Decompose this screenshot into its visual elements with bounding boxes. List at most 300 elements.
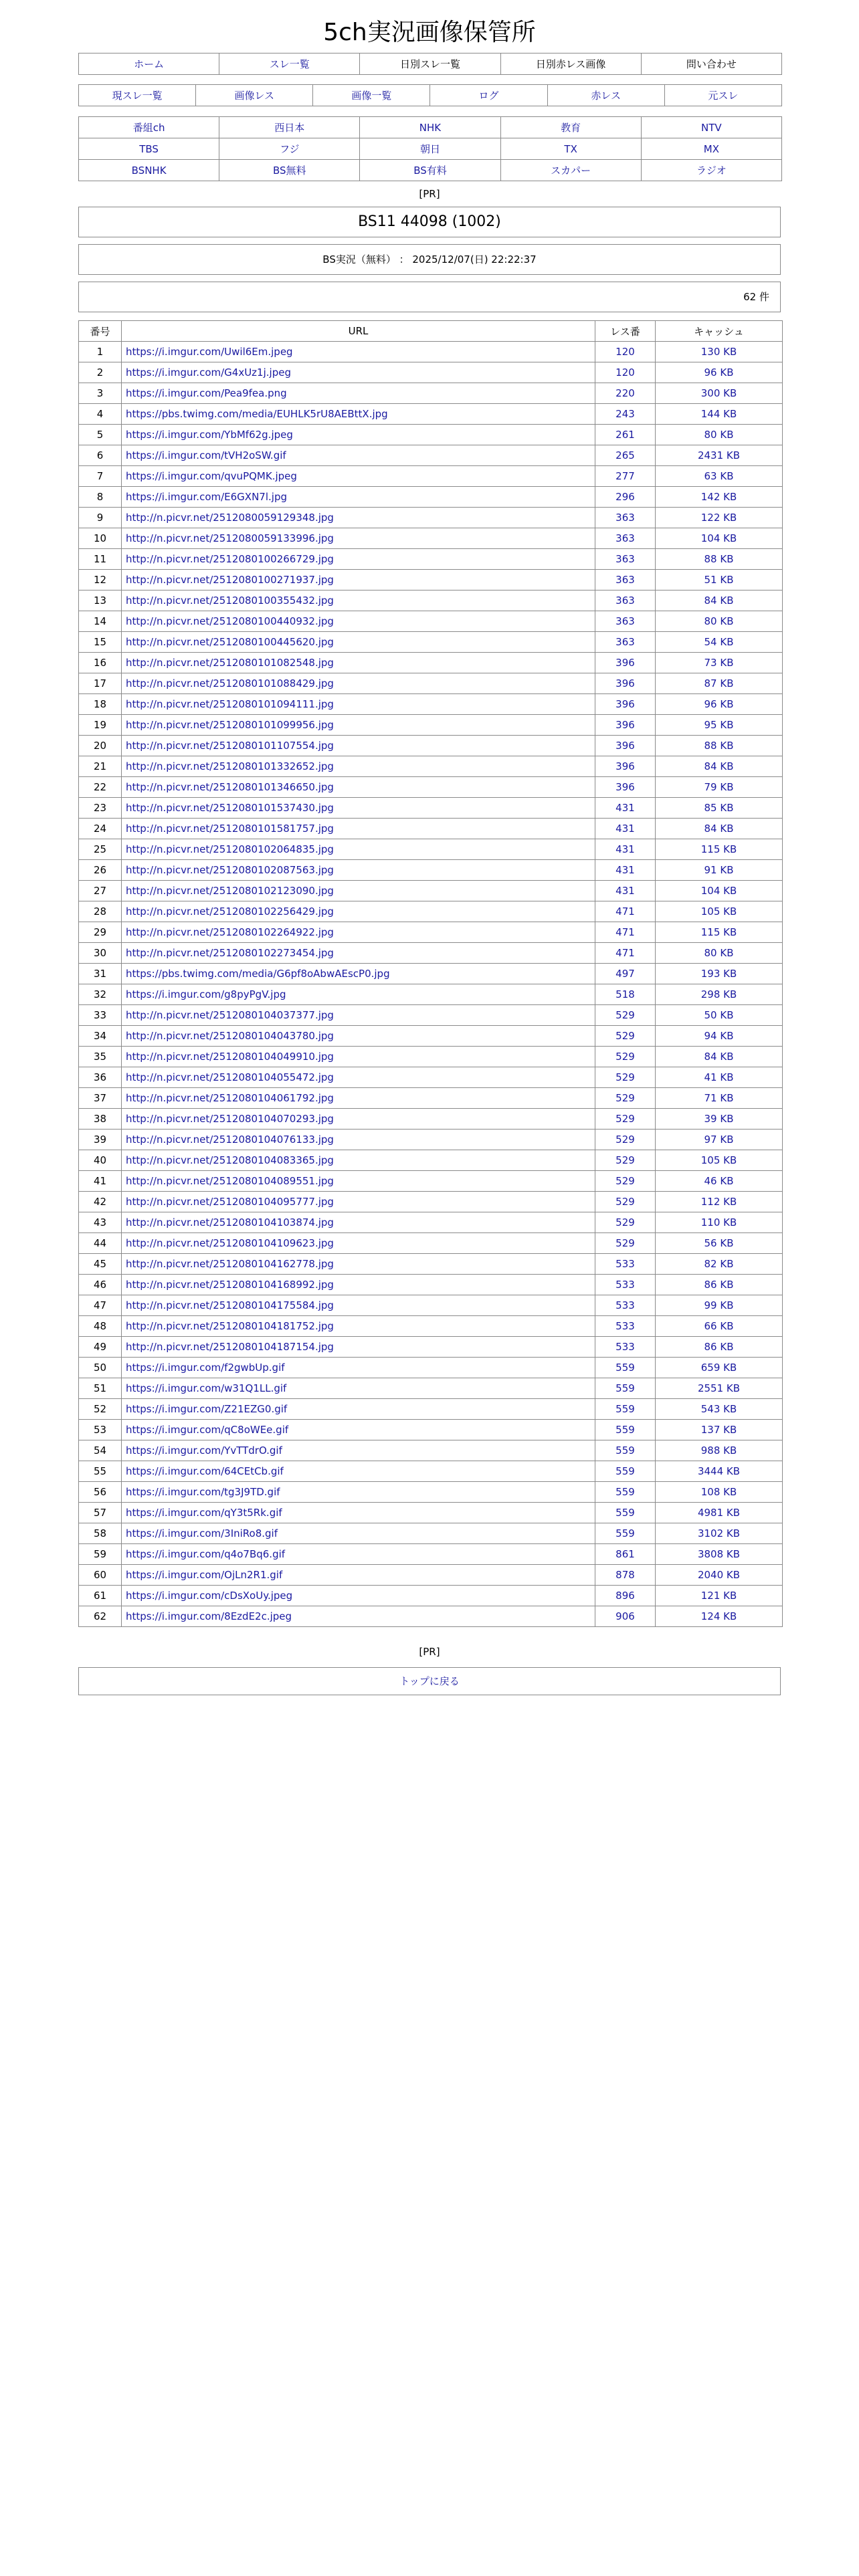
row-number: 1: [79, 342, 122, 362]
res-number-link[interactable]: 277: [615, 470, 635, 482]
res-number-link[interactable]: 431: [615, 843, 635, 855]
image-url-link[interactable]: https://i.imgur.com/qY3t5Rk.gif: [126, 1507, 282, 1519]
cache-link[interactable]: 85 KB: [704, 802, 734, 814]
cache-link[interactable]: 112 KB: [700, 1196, 737, 1208]
cache-link[interactable]: 54 KB: [704, 636, 734, 648]
cache-link[interactable]: 659 KB: [700, 1362, 737, 1374]
row-cache-cell: [656, 984, 783, 1005]
cache-link[interactable]: 121 KB: [700, 1590, 737, 1602]
row-res-cell: [595, 1150, 656, 1171]
image-url-link[interactable]: https://i.imgur.com/Pea9fea.png: [126, 387, 287, 399]
cache-link[interactable]: 80 KB: [704, 615, 734, 627]
channel-link[interactable]: BSNHK: [131, 164, 167, 177]
image-url-link[interactable]: https://pbs.twimg.com/media/G6pf8oAbwAEscP0.jpg: [126, 968, 390, 980]
image-url-link[interactable]: http://n.picvr.net/2512080104089551.jpg: [126, 1175, 334, 1187]
cache-link[interactable]: 80 KB: [704, 429, 734, 441]
image-url-link[interactable]: https://i.imgur.com/8EzdE2c.jpeg: [126, 1610, 292, 1622]
row-url-cell: [122, 1586, 595, 1606]
cache-link[interactable]: 108 KB: [700, 1486, 737, 1498]
row-cache-cell: [656, 1565, 783, 1586]
cache-link[interactable]: 3102 KB: [697, 1527, 741, 1539]
channel-link[interactable]: ラジオ: [696, 165, 727, 177]
cache-link[interactable]: 988 KB: [700, 1444, 737, 1457]
res-number-link[interactable]: 120: [615, 346, 635, 358]
row-cache-cell: [656, 881, 783, 901]
thread-nav-link[interactable]: 赤レス: [591, 90, 621, 102]
table-row: [79, 1523, 783, 1544]
res-number-link[interactable]: 529: [615, 1051, 635, 1063]
cache-link[interactable]: 46 KB: [704, 1175, 734, 1187]
thread-nav-link[interactable]: 元スレ: [708, 90, 739, 102]
cache-link[interactable]: 137 KB: [700, 1424, 737, 1436]
row-res-cell: [595, 1192, 656, 1212]
image-url-link[interactable]: http://n.picvr.net/2512080104181752.jpg: [126, 1320, 334, 1332]
row-cache-cell: [656, 445, 783, 466]
res-number-link[interactable]: 396: [615, 740, 635, 752]
thread-nav-cell: [547, 85, 664, 106]
cache-link[interactable]: 91 KB: [704, 864, 734, 876]
image-url-link[interactable]: http://n.picvr.net/2512080100355432.jpg: [126, 595, 334, 607]
image-url-link[interactable]: https://i.imgur.com/qC8oWEe.gif: [126, 1424, 289, 1436]
row-number: 41: [79, 1171, 122, 1192]
table-row: [79, 1233, 783, 1254]
image-url-link[interactable]: http://n.picvr.net/2512080102273454.jpg: [126, 947, 334, 959]
res-number-link[interactable]: 533: [615, 1341, 635, 1353]
row-url-cell: [122, 1130, 595, 1150]
cache-link[interactable]: 300 KB: [700, 387, 737, 399]
cache-link[interactable]: 144 KB: [700, 408, 737, 420]
image-url-link[interactable]: http://n.picvr.net/2512080059129348.jpg: [126, 512, 334, 524]
cache-link[interactable]: 99 KB: [704, 1299, 734, 1311]
table-row: [79, 342, 783, 362]
res-number-link[interactable]: 120: [615, 366, 635, 379]
row-res-cell: [595, 1544, 656, 1565]
image-url-link[interactable]: https://i.imgur.com/64CEtCb.gif: [126, 1465, 284, 1477]
image-url-link[interactable]: http://n.picvr.net/2512080104076133.jpg: [126, 1134, 334, 1146]
image-url-link[interactable]: https://i.imgur.com/Z21EZG0.gif: [126, 1403, 288, 1415]
row-res-cell: [595, 1088, 656, 1109]
res-number-link[interactable]: 529: [615, 1154, 635, 1166]
image-url-link[interactable]: http://n.picvr.net/2512080102123090.jpg: [126, 885, 334, 897]
main-nav-item[interactable]: 問い合わせ: [686, 58, 737, 70]
image-url-link[interactable]: http://n.picvr.net/2512080102064835.jpg: [126, 843, 334, 855]
res-number-link[interactable]: 396: [615, 698, 635, 710]
cache-link[interactable]: 115 KB: [700, 843, 737, 855]
row-res-cell: [595, 570, 656, 591]
cache-link[interactable]: 3444 KB: [697, 1465, 741, 1477]
row-number: 45: [79, 1254, 122, 1275]
cache-link[interactable]: 298 KB: [700, 988, 737, 1000]
row-number: 4: [79, 404, 122, 425]
cache-link[interactable]: 104 KB: [700, 532, 737, 544]
image-url-link[interactable]: http://n.picvr.net/2512080101107554.jpg: [126, 740, 334, 752]
row-number: 18: [79, 694, 122, 715]
row-number: 33: [79, 1005, 122, 1026]
res-number-link[interactable]: 243: [615, 408, 635, 420]
image-url-link[interactable]: https://i.imgur.com/YbMf62g.jpeg: [126, 429, 293, 441]
row-number: 54: [79, 1440, 122, 1461]
cache-link[interactable]: 79 KB: [704, 781, 734, 793]
table-row: [79, 508, 783, 528]
row-res-cell: [595, 860, 656, 881]
channel-link[interactable]: BS有料: [413, 165, 447, 177]
row-res-cell: [595, 1503, 656, 1523]
res-number-link[interactable]: 896: [615, 1590, 635, 1602]
image-url-link[interactable]: http://n.picvr.net/2512080104109623.jpg: [126, 1237, 334, 1249]
main-nav-cell: [500, 53, 641, 75]
cache-link[interactable]: 41 KB: [704, 1071, 734, 1083]
image-url-link[interactable]: http://n.picvr.net/2512080101332652.jpg: [126, 760, 334, 772]
cache-link[interactable]: 130 KB: [700, 346, 737, 358]
image-url-link[interactable]: http://n.picvr.net/2512080104162778.jpg: [126, 1258, 334, 1270]
row-url-cell: [122, 777, 595, 798]
cache-link[interactable]: 2040 KB: [697, 1569, 741, 1581]
cache-link[interactable]: 142 KB: [700, 491, 737, 503]
cache-link[interactable]: 50 KB: [704, 1009, 734, 1021]
cache-link[interactable]: 94 KB: [704, 1030, 734, 1042]
channel-link[interactable]: BS無料: [273, 165, 306, 177]
image-url-link[interactable]: https://i.imgur.com/w31Q1LL.gif: [126, 1382, 287, 1394]
cache-link[interactable]: 97 KB: [704, 1134, 734, 1146]
res-number-link[interactable]: 533: [615, 1320, 635, 1332]
row-res-cell: [595, 756, 656, 777]
res-number-link[interactable]: 396: [615, 760, 635, 772]
image-url-link[interactable]: https://i.imgur.com/tVH2oSW.gif: [126, 449, 286, 461]
image-url-link[interactable]: http://n.picvr.net/2512080104061792.jpg: [126, 1092, 334, 1104]
main-nav: [78, 53, 782, 75]
res-number-link[interactable]: 529: [615, 1009, 635, 1021]
row-cache-cell: [656, 736, 783, 756]
cache-link[interactable]: 71 KB: [704, 1092, 734, 1104]
image-url-link[interactable]: http://n.picvr.net/2512080102264922.jpg: [126, 926, 334, 938]
table-header-row: [79, 321, 783, 342]
res-number-link[interactable]: 559: [615, 1403, 635, 1415]
row-number: 8: [79, 487, 122, 508]
res-number-link[interactable]: 559: [615, 1424, 635, 1436]
main-nav-cell: [641, 53, 781, 75]
res-number-link[interactable]: 471: [615, 905, 635, 918]
cache-link[interactable]: 82 KB: [704, 1258, 734, 1270]
row-url-cell: [122, 881, 595, 901]
res-number-link[interactable]: 559: [615, 1527, 635, 1539]
image-url-link[interactable]: http://n.picvr.net/2512080101346650.jpg: [126, 781, 334, 793]
res-number-link[interactable]: 431: [615, 864, 635, 876]
cache-link[interactable]: 80 KB: [704, 947, 734, 959]
row-cache-cell: [656, 528, 783, 549]
cache-link[interactable]: 105 KB: [700, 1154, 737, 1166]
cache-link[interactable]: 84 KB: [704, 823, 734, 835]
res-number-link[interactable]: 396: [615, 657, 635, 669]
res-number-link[interactable]: 363: [615, 532, 635, 544]
main-nav-link[interactable]: スレ一覧: [269, 58, 310, 70]
cache-link[interactable]: 104 KB: [700, 885, 737, 897]
res-number-link[interactable]: 431: [615, 802, 635, 814]
thread-nav-link[interactable]: 画像レス: [234, 90, 275, 102]
cache-link[interactable]: 124 KB: [700, 1610, 737, 1622]
row-url-cell: [122, 860, 595, 881]
res-number-link[interactable]: 559: [615, 1444, 635, 1457]
row-res-cell: [595, 1378, 656, 1399]
res-number-link[interactable]: 396: [615, 719, 635, 731]
res-number-link[interactable]: 861: [615, 1548, 635, 1560]
row-res-cell: [595, 1130, 656, 1150]
cache-link[interactable]: 73 KB: [704, 657, 734, 669]
row-cache-cell: [656, 549, 783, 570]
row-url-cell: [122, 383, 595, 404]
table-row: [79, 632, 783, 653]
row-number: 13: [79, 591, 122, 611]
res-number-link[interactable]: 906: [615, 1610, 635, 1622]
res-number-link[interactable]: 529: [615, 1216, 635, 1228]
cache-link[interactable]: 84 KB: [704, 1051, 734, 1063]
res-number-link[interactable]: 559: [615, 1486, 635, 1498]
row-res-cell: [595, 1420, 656, 1440]
res-number-link[interactable]: 363: [615, 574, 635, 586]
row-url-cell: [122, 570, 595, 591]
cache-link[interactable]: 56 KB: [704, 1237, 734, 1249]
channel-link[interactable]: NHK: [419, 121, 442, 134]
cache-link[interactable]: 63 KB: [704, 470, 734, 482]
row-cache-cell: [656, 1482, 783, 1503]
cache-link[interactable]: 122 KB: [700, 512, 737, 524]
res-number-link[interactable]: 529: [615, 1134, 635, 1146]
cache-link[interactable]: 2431 KB: [697, 449, 741, 461]
image-url-link[interactable]: http://n.picvr.net/2512080100271937.jpg: [126, 574, 334, 586]
cache-link[interactable]: 84 KB: [704, 595, 734, 607]
image-url-link[interactable]: http://n.picvr.net/2512080101537430.jpg: [126, 802, 334, 814]
row-url-cell: [122, 1275, 595, 1295]
res-number-link[interactable]: 529: [615, 1030, 635, 1042]
thread-nav: [78, 84, 782, 106]
image-url-link[interactable]: http://n.picvr.net/2512080104187154.jpg: [126, 1341, 334, 1353]
channel-link[interactable]: NTV: [701, 121, 722, 134]
row-res-cell: [595, 819, 656, 839]
res-number-link[interactable]: 261: [615, 429, 635, 441]
row-cache-cell: [656, 1192, 783, 1212]
image-url-link[interactable]: http://n.picvr.net/2512080101094111.jpg: [126, 698, 334, 710]
table-row: [79, 798, 783, 819]
cache-link[interactable]: 66 KB: [704, 1320, 734, 1332]
row-cache-cell: [656, 694, 783, 715]
image-url-link[interactable]: http://n.picvr.net/2512080101099956.jpg: [126, 719, 334, 731]
row-number: 61: [79, 1586, 122, 1606]
channel-cell: [219, 138, 360, 160]
image-url-link[interactable]: https://i.imgur.com/cDsXoUy.jpeg: [126, 1590, 293, 1602]
res-number-link[interactable]: 533: [615, 1258, 635, 1270]
thread-nav-link[interactable]: 画像一覧: [351, 90, 392, 102]
res-number-link[interactable]: 363: [615, 615, 635, 627]
row-number: 42: [79, 1192, 122, 1212]
image-url-link[interactable]: http://n.picvr.net/2512080104083365.jpg: [126, 1154, 334, 1166]
image-url-link[interactable]: http://n.picvr.net/2512080104043780.jpg: [126, 1030, 334, 1042]
cache-link[interactable]: 543 KB: [700, 1403, 737, 1415]
row-url-cell: [122, 1503, 595, 1523]
res-number-link[interactable]: 529: [615, 1175, 635, 1187]
image-url-link[interactable]: http://n.picvr.net/2512080104095777.jpg: [126, 1196, 334, 1208]
cache-link[interactable]: 39 KB: [704, 1113, 734, 1125]
table-row: [79, 1316, 783, 1337]
res-number-link[interactable]: 529: [615, 1113, 635, 1125]
image-url-link[interactable]: https://i.imgur.com/3IniRo8.gif: [126, 1527, 278, 1539]
cache-link[interactable]: 86 KB: [704, 1279, 734, 1291]
cache-link[interactable]: 115 KB: [700, 926, 737, 938]
image-url-link[interactable]: http://n.picvr.net/2512080104103874.jpg: [126, 1216, 334, 1228]
row-cache-cell: [656, 901, 783, 922]
main-nav-item[interactable]: 日別スレ一覧: [399, 58, 460, 70]
res-number-link[interactable]: 296: [615, 491, 635, 503]
channel-link[interactable]: 朝日: [419, 143, 440, 155]
main-nav-link[interactable]: ホーム: [134, 58, 165, 70]
image-url-link[interactable]: http://n.picvr.net/2512080104070293.jpg: [126, 1113, 334, 1125]
res-number-link[interactable]: 529: [615, 1092, 635, 1104]
channel-link[interactable]: 西日本: [274, 122, 305, 134]
row-url-cell: [122, 591, 595, 611]
thread-info: BS実況（無料） ： 2025/12/07(日) 22:22:37: [78, 244, 781, 275]
res-number-link[interactable]: 363: [615, 636, 635, 648]
res-number-link[interactable]: 396: [615, 781, 635, 793]
row-number: 40: [79, 1150, 122, 1171]
image-url-link[interactable]: https://i.imgur.com/q4o7Bq6.gif: [126, 1548, 286, 1560]
image-url-link[interactable]: http://n.picvr.net/2512080102256429.jpg: [126, 905, 334, 918]
thread-nav-link[interactable]: ログ: [478, 90, 499, 102]
row-url-cell: [122, 715, 595, 736]
res-number-link[interactable]: 363: [615, 512, 635, 524]
cache-link[interactable]: 193 KB: [700, 968, 737, 980]
cache-link[interactable]: 86 KB: [704, 1341, 734, 1353]
cache-link[interactable]: 96 KB: [704, 698, 734, 710]
res-number-link[interactable]: 497: [615, 968, 635, 980]
image-url-link[interactable]: http://n.picvr.net/2512080059133996.jpg: [126, 532, 334, 544]
res-number-link[interactable]: 363: [615, 553, 635, 565]
image-url-link[interactable]: https://i.imgur.com/qvuPQMK.jpeg: [126, 470, 297, 482]
row-cache-cell: [656, 1358, 783, 1378]
image-url-link[interactable]: https://i.imgur.com/g8pyPgV.jpg: [126, 988, 286, 1000]
res-number-link[interactable]: 533: [615, 1279, 635, 1291]
res-number-link[interactable]: 529: [615, 1196, 635, 1208]
image-url-link[interactable]: http://n.picvr.net/2512080100440932.jpg: [126, 615, 334, 627]
image-url-link[interactable]: http://n.picvr.net/2512080104049910.jpg: [126, 1051, 334, 1063]
res-number-link[interactable]: 363: [615, 595, 635, 607]
res-number-link[interactable]: 518: [615, 988, 635, 1000]
res-number-link[interactable]: 471: [615, 947, 635, 959]
row-number: 55: [79, 1461, 122, 1482]
table-row: [79, 881, 783, 901]
cache-link[interactable]: 88 KB: [704, 553, 734, 565]
cache-link[interactable]: 3808 KB: [697, 1548, 741, 1560]
cache-link[interactable]: 2551 KB: [697, 1382, 741, 1394]
channel-link[interactable]: TBS: [139, 142, 159, 155]
cache-link[interactable]: 84 KB: [704, 760, 734, 772]
image-url-link[interactable]: https://i.imgur.com/f2gwbUp.gif: [126, 1362, 285, 1374]
res-number-link[interactable]: 559: [615, 1465, 635, 1477]
res-number-link[interactable]: 431: [615, 823, 635, 835]
row-url-cell: [122, 342, 595, 362]
image-url-link[interactable]: http://n.picvr.net/2512080102087563.jpg: [126, 864, 334, 876]
thread-nav-cell: [313, 85, 430, 106]
res-number-link[interactable]: 559: [615, 1507, 635, 1519]
main-nav-item[interactable]: 日別赤レス画像: [535, 58, 606, 70]
row-url-cell: [122, 1544, 595, 1565]
cache-link[interactable]: 87 KB: [704, 677, 734, 689]
image-url-link[interactable]: http://n.picvr.net/2512080104037377.jpg: [126, 1009, 334, 1021]
image-url-link[interactable]: http://n.picvr.net/2512080101082548.jpg: [126, 657, 334, 669]
row-number: 29: [79, 922, 122, 943]
image-url-link[interactable]: http://n.picvr.net/2512080101581757.jpg: [126, 823, 334, 835]
thread-nav-link[interactable]: 現スレ一覧: [112, 90, 163, 102]
channel-link[interactable]: フジ: [280, 143, 300, 155]
channel-link[interactable]: MX: [703, 142, 719, 155]
res-number-link[interactable]: 220: [615, 387, 635, 399]
channel-link[interactable]: TX: [564, 142, 577, 155]
image-url-link[interactable]: http://n.picvr.net/2512080104055472.jpg: [126, 1071, 334, 1083]
image-url-link[interactable]: http://n.picvr.net/2512080101088429.jpg: [126, 677, 334, 689]
back-to-top-link[interactable]: トップに戻る: [399, 1675, 460, 1687]
cache-link[interactable]: 51 KB: [704, 574, 734, 586]
image-url-link[interactable]: https://i.imgur.com/G4xUz1j.jpeg: [126, 366, 291, 379]
res-number-link[interactable]: 431: [615, 885, 635, 897]
row-url-cell: [122, 839, 595, 860]
res-number-link[interactable]: 559: [615, 1382, 635, 1394]
channel-nav: [78, 116, 782, 181]
channel-link[interactable]: 教育: [561, 122, 581, 134]
table-row: [79, 1503, 783, 1523]
channel-link[interactable]: スカパー: [551, 165, 591, 177]
row-cache-cell: [656, 653, 783, 673]
header-url: URL: [122, 321, 595, 342]
image-url-link[interactable]: https://i.imgur.com/YvTTdrO.gif: [126, 1444, 282, 1457]
cache-link[interactable]: 95 KB: [704, 719, 734, 731]
image-url-link[interactable]: https://pbs.twimg.com/media/EUHLK5rU8AEBttX.jpg: [126, 408, 388, 420]
cache-link[interactable]: 105 KB: [700, 905, 737, 918]
table-row: [79, 1461, 783, 1482]
image-url-link[interactable]: http://n.picvr.net/2512080100445620.jpg: [126, 636, 334, 648]
row-cache-cell: [656, 362, 783, 383]
channel-link[interactable]: 番組ch: [132, 122, 165, 134]
cache-link[interactable]: 88 KB: [704, 740, 734, 752]
row-url-cell: [122, 466, 595, 487]
res-number-link[interactable]: 471: [615, 926, 635, 938]
row-res-cell: [595, 1254, 656, 1275]
res-number-link[interactable]: 878: [615, 1569, 635, 1581]
image-url-link[interactable]: http://n.picvr.net/2512080104175584.jpg: [126, 1299, 334, 1311]
res-number-link[interactable]: 529: [615, 1237, 635, 1249]
cache-link[interactable]: 110 KB: [700, 1216, 737, 1228]
res-number-link[interactable]: 529: [615, 1071, 635, 1083]
res-number-link[interactable]: 265: [615, 449, 635, 461]
image-url-link[interactable]: https://i.imgur.com/E6GXN7l.jpg: [126, 491, 287, 503]
row-url-cell: [122, 1254, 595, 1275]
res-number-link[interactable]: 533: [615, 1299, 635, 1311]
row-res-cell: [595, 1440, 656, 1461]
image-url-link[interactable]: http://n.picvr.net/2512080100266729.jpg: [126, 553, 334, 565]
row-res-cell: [595, 1026, 656, 1047]
image-url-link[interactable]: https://i.imgur.com/OjLn2R1.gif: [126, 1569, 283, 1581]
image-url-link[interactable]: https://i.imgur.com/tg3J9TD.gif: [126, 1486, 280, 1498]
row-res-cell: [595, 549, 656, 570]
row-res-cell: [595, 881, 656, 901]
row-url-cell: [122, 1067, 595, 1088]
res-number-link[interactable]: 396: [615, 677, 635, 689]
row-url-cell: [122, 984, 595, 1005]
cache-link[interactable]: 96 KB: [704, 366, 734, 379]
cache-link[interactable]: 4981 KB: [697, 1507, 741, 1519]
res-number-link[interactable]: 559: [615, 1362, 635, 1374]
table-row: [79, 1109, 783, 1130]
row-res-cell: [595, 466, 656, 487]
image-url-link[interactable]: https://i.imgur.com/Uwil6Em.jpeg: [126, 346, 293, 358]
image-url-link[interactable]: http://n.picvr.net/2512080104168992.jpg: [126, 1279, 334, 1291]
row-cache-cell: [656, 922, 783, 943]
